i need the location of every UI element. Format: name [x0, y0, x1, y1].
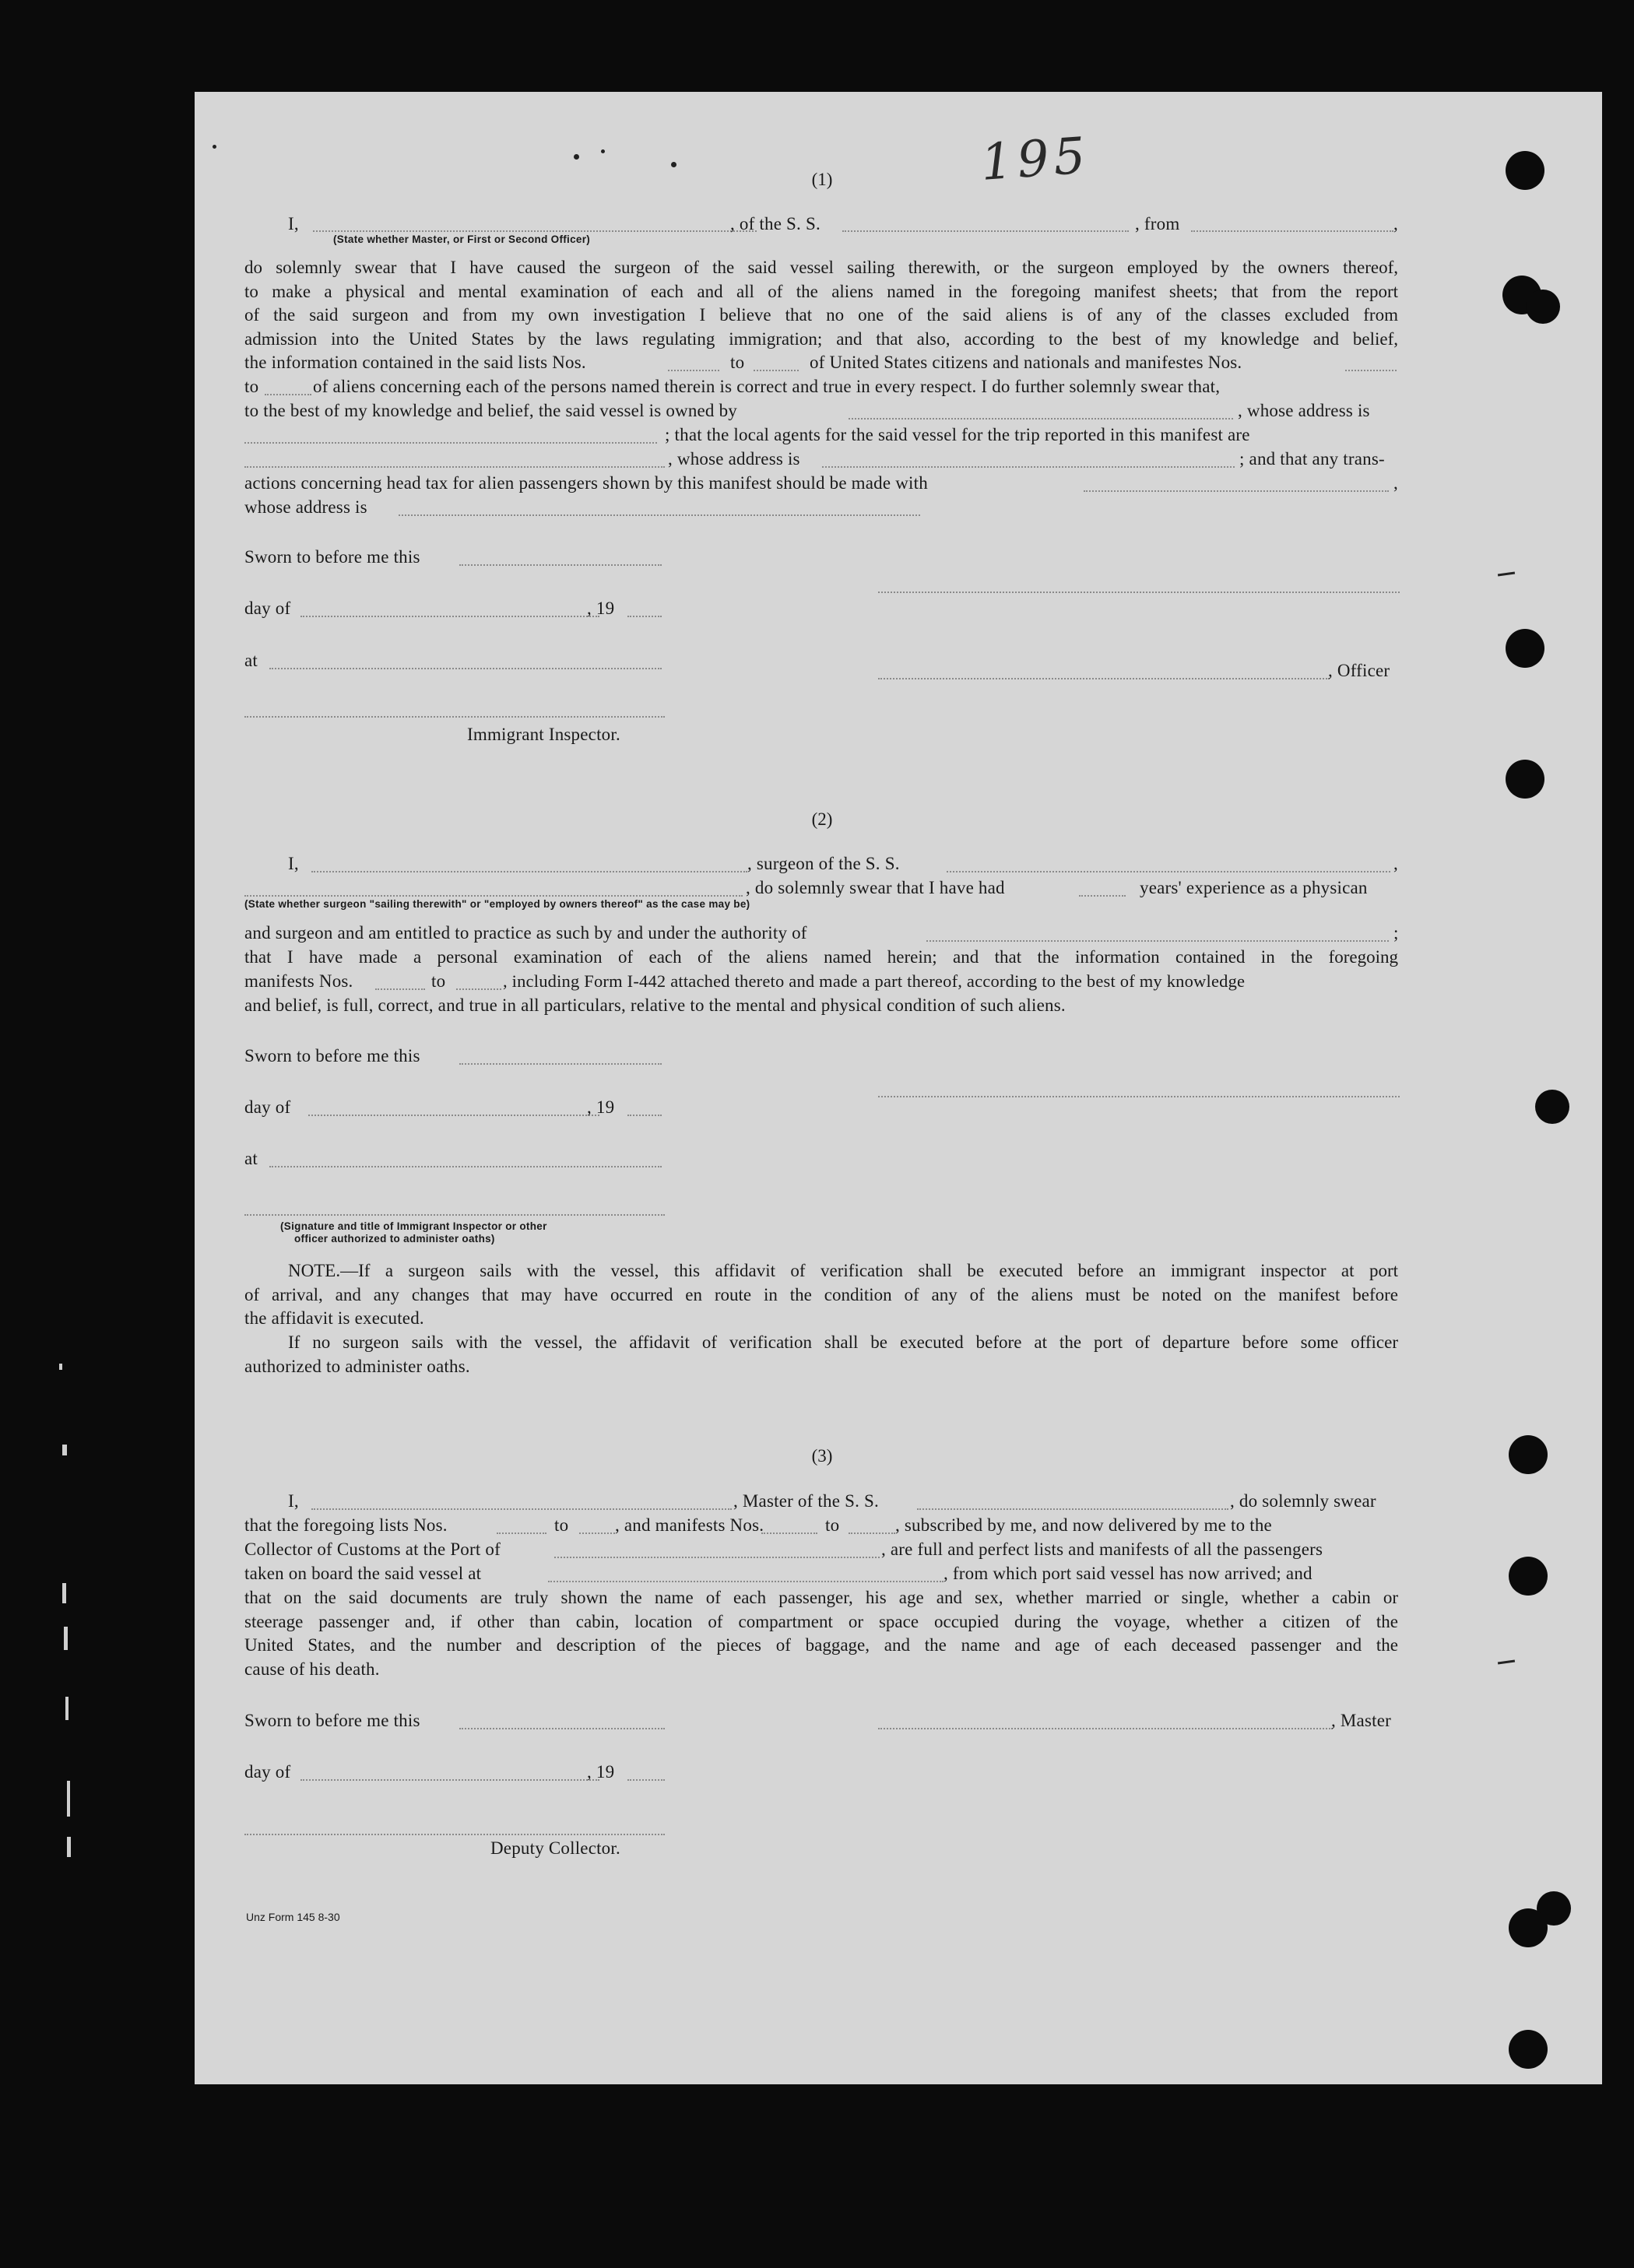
s2-signature-note-1: (Signature and title of Immigrant Inspector or other: [280, 1220, 547, 1232]
s1-owned-a: to the best of my knowledge and belief, the said vessel is owned by: [244, 401, 737, 420]
s1-address-a: , whose address is: [668, 449, 800, 469]
s1-body-line: of the said surgeon and from my own investigation I believe that no one of the said aliens is of any of the classes excluded from: [244, 305, 1398, 325]
speck: [671, 162, 676, 167]
blank: [459, 564, 662, 566]
inspector-signature-line: [244, 1214, 665, 1216]
blank: [300, 616, 599, 617]
s1-at: at: [244, 651, 258, 670]
s3-line2-c: , and manifests Nos.: [615, 1515, 764, 1535]
section-3-number: (3): [811, 1446, 833, 1466]
blank: [761, 1532, 817, 1534]
speck: [574, 154, 579, 160]
s1-day-of: day of: [244, 599, 291, 618]
punch-hole: [1509, 1908, 1548, 1947]
speck: [601, 149, 605, 153]
surgeon-signature-line: [878, 1096, 1400, 1097]
blank: [265, 394, 311, 395]
embark-port-blank: [548, 1581, 944, 1582]
note-line: of arrival, and any changes that may have occurred en route in the condition of any of the aliens must be noted on the manifest before: [244, 1284, 1398, 1304]
s3-body: [244, 1586, 1398, 1658]
s3-master-sig: , Master: [1331, 1711, 1391, 1730]
border-mark: [62, 1445, 67, 1455]
s3-body-line: steerage passenger and, if other than cabin, location of compartment or space occupied during the voyage, whether a citizen of the: [244, 1611, 1398, 1631]
s2-line2-a: , do solemnly swear that I have had: [746, 878, 1005, 897]
s3-swear: , do solemnly swear: [1230, 1491, 1376, 1511]
blank: [459, 1728, 665, 1729]
s1-year: , 19: [587, 599, 615, 618]
specks: [213, 145, 216, 149]
blank: [311, 1508, 732, 1510]
s1-address-b: ; and that any trans-: [1239, 449, 1385, 469]
s1-body-line: to make a physical and mental examination of each and all of the aliens named in the foregoing manifest sheets; that from the report: [244, 281, 1398, 301]
blank: [456, 988, 501, 990]
s2-line6: and belief, is full, correct, and true in all particulars, relative to the mental and physical condition of such aliens.: [244, 995, 1066, 1015]
headtax-blank: [1084, 490, 1389, 492]
blank: [947, 871, 1390, 872]
headtax-address-blank: [399, 514, 920, 516]
s3-collector: Deputy Collector.: [490, 1838, 620, 1858]
s2-line3-a: and surgeon and am entitled to practice as such by and under the authority of: [244, 923, 807, 943]
s3-body-line: that on the said documents are truly shown the name of each passenger, his age and sex, whether married or single, whether a cabin or: [244, 1588, 1398, 1607]
punch-hole: [1509, 1557, 1548, 1596]
s3-line2-a: that the foregoing lists Nos.: [244, 1515, 448, 1535]
s2-sworn: Sworn to before me this: [244, 1046, 420, 1066]
punch-hole: [1509, 1435, 1548, 1474]
s3-i: I,: [288, 1491, 299, 1511]
blank: [244, 895, 743, 897]
handwritten-page-number: 195: [979, 127, 1092, 192]
s3-body-line: United States, and the number and description of the pieces of baggage, and the name and age of each deceased passenger and the: [244, 1635, 1398, 1655]
blank: [1345, 370, 1397, 371]
owner-blank: [849, 418, 1233, 420]
s2-line5-b: to: [431, 971, 446, 991]
manifest-affidavit-sheet: [195, 92, 1602, 2084]
agents-address-blank: [822, 466, 1235, 468]
punch-hole: [1526, 290, 1560, 324]
s3-sworn: Sworn to before me this: [244, 1711, 420, 1730]
s1-info-b: to: [730, 353, 745, 372]
note-p1-last: the affidavit is executed.: [244, 1308, 424, 1328]
master-signature-line: [878, 1728, 1333, 1729]
s2-line5-a: manifests Nos.: [244, 971, 353, 991]
s3-line2-b: to: [554, 1515, 569, 1535]
s1-actions-a: actions concerning head tax for alien passengers shown by this manifest should be made with: [244, 473, 928, 493]
s1-sworn: Sworn to before me this: [244, 547, 420, 567]
s1-i: I,: [288, 214, 299, 233]
blank: [627, 1115, 662, 1116]
comma: ,: [1393, 854, 1398, 873]
blank: [311, 871, 747, 872]
s1-officer-note: (State whether Master, or First or Second Officer): [333, 233, 591, 245]
s1-body-line: do solemnly swear that I have caused the surgeon of the said vessel sailing therewith, or the surgeon employed by the owners thereof,: [244, 258, 1398, 277]
s2-line5-c: , including Form I-442 attached thereto and made a part thereof, according to the best of my knowledge: [503, 971, 1246, 991]
s2-year: , 19: [587, 1097, 615, 1117]
blank: [497, 1532, 546, 1534]
s1-info-a: the information contained in the said lists Nos.: [244, 353, 586, 372]
section-2-number: (2): [811, 809, 833, 829]
s1-ship-blank: [842, 230, 1129, 232]
note-paragraph-1: [244, 1259, 1398, 1307]
blank: [754, 370, 799, 371]
blank: [269, 1166, 662, 1167]
s3-last: cause of his death.: [244, 1659, 380, 1679]
blank: [1079, 895, 1126, 897]
s2-surgeon-note: (State whether surgeon "sailing therewith" or "employed by owners thereof" as the case may be): [244, 898, 750, 910]
s3-line3-a: Collector of Customs at the Port of: [244, 1540, 501, 1559]
s3-line4-b: , from which port said vessel has now arrived; and: [944, 1564, 1312, 1583]
s2-line2-b: years' experience as a physican: [1140, 878, 1368, 897]
edge-mark: [1498, 571, 1515, 576]
s1-info-c: of United States citizens and nationals and manifestes Nos.: [810, 353, 1242, 372]
blank: [627, 616, 662, 617]
s2-line4-text: that I have made a personal examination of each of the aliens named herein; and that the information contained in the foregoing: [244, 947, 1398, 967]
s2-surgeon: , surgeon of the S. S.: [747, 854, 900, 873]
s1-aliens-a: to: [244, 377, 259, 396]
comma: ,: [1393, 473, 1398, 493]
blank: [375, 988, 425, 990]
border-mark: [64, 1627, 68, 1650]
blank: [917, 1508, 1228, 1510]
s1-body: [244, 256, 1398, 351]
note-p2-last: authorized to administer oaths.: [244, 1357, 470, 1376]
semicolon: ;: [1393, 923, 1399, 943]
s1-agents: ; that the local agents for the said vessel for the trip reported in this manifest are: [665, 425, 1250, 444]
signature-line: [878, 592, 1400, 593]
punch-hole: [1535, 1090, 1569, 1124]
s1-aliens-b: of aliens concerning each of the persons named therein is correct and true in every respect. I do further solemnly swear that,: [313, 377, 1221, 396]
s1-owned-b: , whose address is: [1238, 401, 1370, 420]
border-mark: [67, 1781, 70, 1817]
form-number: Unz Form 145 8-30: [246, 1911, 340, 1923]
s3-master: , Master of the S. S.: [733, 1491, 879, 1511]
s3-line3-b: , are full and perfect lists and manifests of all the passengers: [881, 1540, 1323, 1559]
inspector-signature-line: [244, 716, 665, 718]
collector-signature-line: [244, 1834, 665, 1835]
edge-mark: [1498, 1659, 1515, 1664]
punch-hole: [1506, 760, 1544, 799]
border-mark: [59, 1364, 62, 1370]
punch-hole: [1506, 629, 1544, 668]
section-1-number: (1): [811, 170, 833, 189]
blank: [300, 1779, 599, 1781]
s3-year: , 19: [587, 1762, 615, 1782]
officer-signature-line: [878, 678, 1330, 679]
comma: ,: [1393, 214, 1398, 233]
blank: [926, 940, 1389, 942]
s1-name-blank: [313, 230, 757, 232]
border-mark: [65, 1697, 69, 1720]
note-paragraph-2: [244, 1331, 1398, 1355]
punch-hole: [1509, 2030, 1548, 2069]
blank: [269, 668, 662, 669]
s1-from: , from: [1135, 214, 1180, 233]
border-mark: [62, 1583, 66, 1603]
blank: [308, 1115, 599, 1116]
note-line: NOTE.—If a surgeon sails with the vessel, this affidavit of verification shall be executed before an immigrant inspector at port: [288, 1261, 1398, 1280]
s1-body-line: admission into the United States by the laws regulating immigration; and that also, according to the best of my knowledge and belief,: [244, 328, 1398, 349]
punch-hole: [1506, 151, 1544, 190]
s1-from-blank: [1191, 230, 1393, 232]
blank: [579, 1532, 615, 1534]
blank: [849, 1532, 895, 1534]
owner-address-blank: [244, 442, 657, 444]
s3-line2-e: , subscribed by me, and now delivered by me to the: [895, 1515, 1272, 1535]
note-line: If no surgeon sails with the vessel, the affidavit of verification shall be executed before at the port of departure before some officer: [288, 1332, 1398, 1352]
s1-inspector: Immigrant Inspector.: [467, 725, 620, 744]
agents-blank: [244, 466, 665, 468]
port-blank: [554, 1557, 880, 1558]
s3-line2-d: to: [825, 1515, 840, 1535]
s2-line4: [244, 946, 1398, 970]
blank: [668, 370, 719, 371]
s1-officer: , Officer: [1328, 661, 1390, 680]
s1-whose: whose address is: [244, 497, 367, 517]
blank: [459, 1063, 662, 1065]
s2-day-of: day of: [244, 1097, 291, 1117]
s3-line4-a: taken on board the said vessel at: [244, 1564, 482, 1583]
s3-day-of: day of: [244, 1762, 291, 1782]
s2-i: I,: [288, 854, 299, 873]
s1-of-ss: , of the S. S.: [730, 214, 821, 233]
blank: [627, 1779, 665, 1781]
border-mark: [67, 1837, 71, 1857]
s2-signature-note-2: officer authorized to administer oaths): [294, 1233, 495, 1245]
s2-at: at: [244, 1149, 258, 1168]
